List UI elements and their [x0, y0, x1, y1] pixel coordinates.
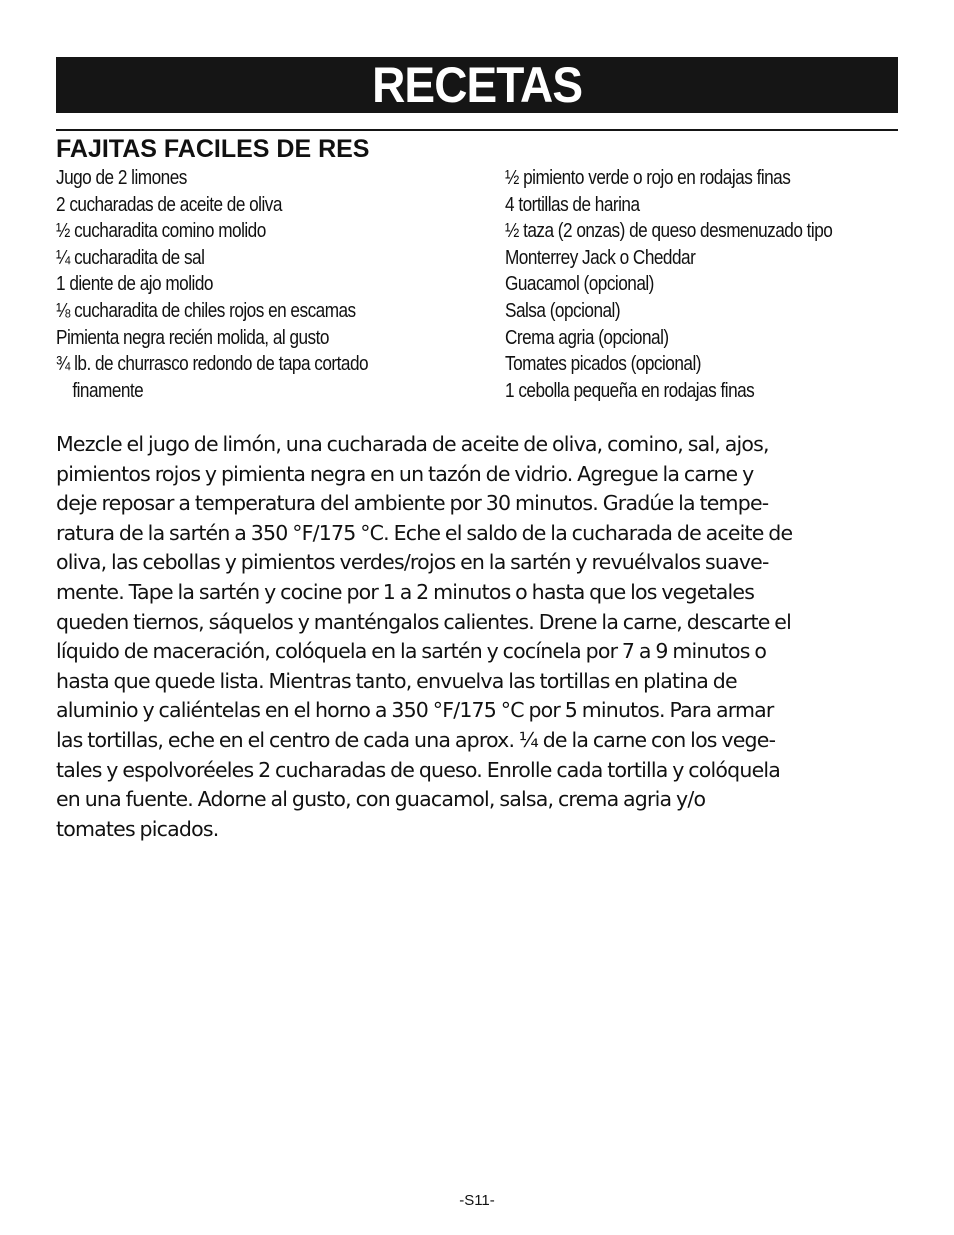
ingredient-item: Monterrey Jack o Cheddar [505, 246, 696, 269]
ingredient-item: Pimienta negra recién molida, al gusto [56, 326, 329, 349]
ingredients-right-column [505, 165, 897, 404]
ingredient-item: Guacamol (opcional) [505, 273, 654, 296]
section-divider [56, 129, 898, 131]
page-number: -S11- [459, 1192, 495, 1209]
ingredient-item: Jugo de 2 limones [56, 167, 187, 189]
ingredient-item: Crema agria (opcional) [505, 326, 669, 349]
ingredient-item: 4 tortillas de harina [505, 193, 640, 216]
ingredient-item: ¼ cucharadita de sal [56, 246, 205, 269]
recipe-instructions: Mezcle el jugo de limón, una cucharada de aceite de oliva, comino, sal, ajos, pimientos rojos y pimienta negra en un tazón de vidrio. Agregue la carne y deje reposar a temperatura del ambiente por 30 minutos. Gradúe la tempe- ratura de la sartén a 350 °F/175 °C. Eche el saldo de la cucharada de aceite de oliva, las cebollas y pimientos verdes/rojos en la sartén y revuélvalos suave- mente. Tape la sartén y cocine por 1 a 2 minutos o hasta que los vegetales queden tiernos, sáquelos y manténgalos calientes. Drene la carne, descarte el líquido de maceración, colóquela en la sartén y cocínela por 7 a 9 minutos o hasta que quede lista. Mientras tanto, envuelva las tortillas en platina de aluminio y caliéntelas en el horno a 350 °F/175 °C por 5 minutos. Para armar las tortillas, eche en el centro de cada una aprox. ¼ de la carne con los vege- tales y espolvoréeles 2 cucharadas de queso. Enrolle cada tortilla y colóquela en una fuente. Adorne al gusto, con guacamol, salsa, crema agria y/o tomates picados. [56, 432, 793, 841]
page-title: RECETAS [372, 57, 582, 113]
ingredient-item: ⅛ cucharadita de chiles rojos en escamas [56, 299, 356, 322]
ingredient-item: 2 cucharadas de aceite de oliva [56, 193, 282, 216]
ingredients-left-column [56, 165, 476, 404]
ingredient-item: ¾ lb. de churrasco redondo de tapa cortado [56, 353, 369, 376]
ingredient-item-continuation: finamente [72, 379, 144, 402]
ingredient-item: ½ pimiento verde o rojo en rodajas finas [505, 167, 791, 189]
ingredient-item: ½ cucharadita comino molido [56, 220, 266, 243]
ingredient-item: 1 cebolla pequeña en rodajas finas [505, 379, 755, 402]
recipe-title: FAJITAS FACILES DE RES [56, 135, 370, 163]
ingredient-item: ½ taza (2 onzas) de queso desmenuzado tipo [505, 220, 833, 243]
header-banner [56, 57, 898, 113]
ingredient-item: Tomates picados (opcional) [505, 353, 701, 376]
ingredient-item: 1 diente de ajo molido [56, 273, 213, 296]
ingredient-item: Salsa (opcional) [505, 299, 621, 322]
